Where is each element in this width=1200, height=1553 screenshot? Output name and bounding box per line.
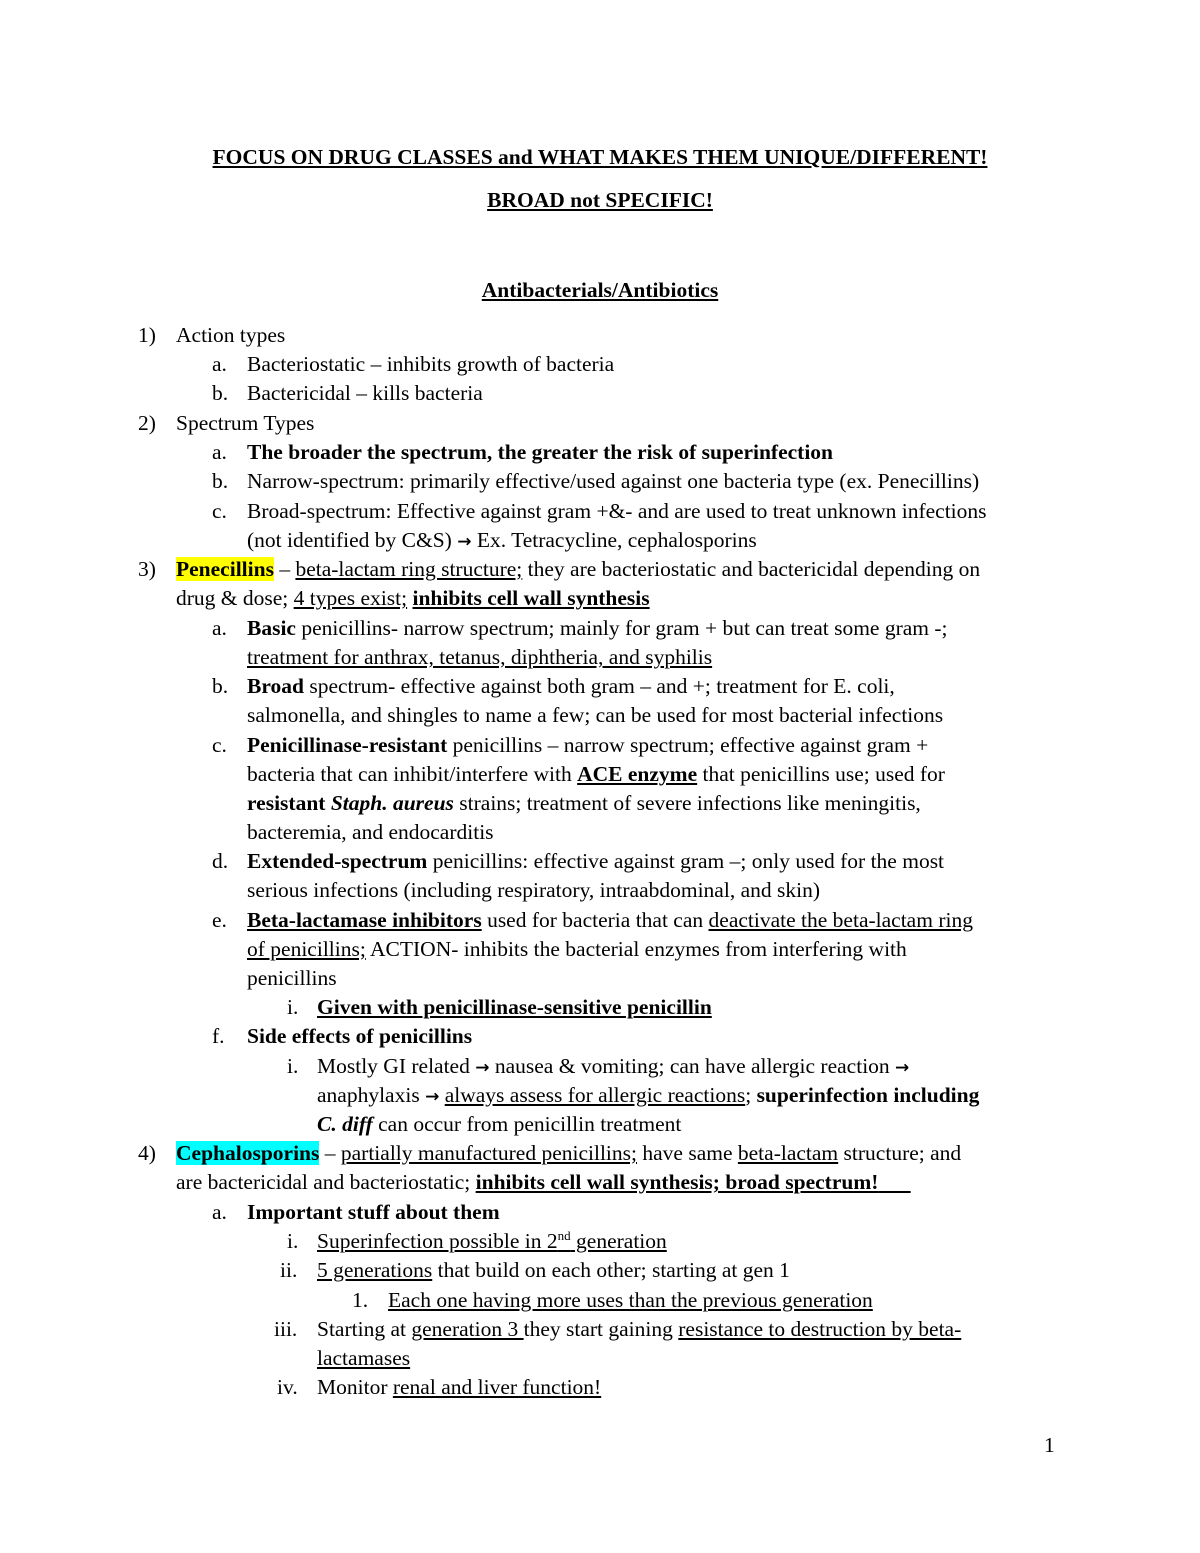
s3-b-line1: Broad spectrum- effective against both gram – and +; treatment for E. coli,: [247, 674, 895, 698]
list-marker: ii.: [280, 1258, 298, 1282]
s4-line2: are bactericidal and bacteriostatic; inhibits cell wall synthesis; broad spectrum!: [176, 1170, 879, 1194]
s3-c-line2: bacteria that can inhibit/interfere with ACE enzyme that penicillins use; used for: [247, 762, 945, 786]
arrow-right-icon: →: [895, 1058, 910, 1078]
s1-a: Bacteriostatic – inhibits growth of bacteria: [247, 352, 615, 376]
s3-c-line4: bacteremia, and endocarditis: [247, 820, 494, 844]
s3-e-line2: of penicillins; ACTION- inhibits the bacterial enzymes from interfering with: [247, 937, 907, 961]
s3-a-line1: Basic penicillins- narrow spectrum; mainly for gram + but can treat some gram -;: [247, 616, 948, 640]
s2-b: Narrow-spectrum: primarily effective/used against one bacteria type (ex. Penecillins): [247, 469, 980, 493]
s4-line1: Cephalosporins – partially manufactured penicillins; have same beta-lactam structure; and: [176, 1141, 962, 1165]
arrow-right-icon: →: [475, 1058, 490, 1078]
s3-f-i-line1: Mostly GI related → nausea & vomiting; can have allergic reaction →: [317, 1054, 910, 1078]
list-marker: iv.: [277, 1375, 298, 1399]
s3-d-line1: Extended-spectrum penicillins: effective against gram –; only used for the most: [247, 849, 945, 873]
s4-a-i: Superinfection possible in 2nd generation: [317, 1227, 667, 1253]
s2-c-line1: Broad-spectrum: Effective against gram +&- and are used to treat unknown infections: [247, 499, 987, 523]
s3-f-title: Side effects of penicillins: [247, 1024, 473, 1048]
list-marker: iii.: [274, 1317, 298, 1341]
s2-a: The broader the spectrum, the greater the risk of superinfection: [247, 440, 834, 464]
s4-a-iii-line1: Starting at generation 3 they start gaining resistance to destruction by beta-: [317, 1317, 962, 1341]
list-marker: a.: [212, 352, 227, 376]
list-marker: c.: [212, 733, 227, 757]
s2-c-line2: (not identified by C&S) → Ex. Tetracycline, cephalosporins: [247, 528, 757, 552]
s4-a-iv: Monitor renal and liver function!: [317, 1375, 602, 1399]
s3-d-line2: serious infections (including respiratory, intraabdominal, and skin): [247, 878, 820, 902]
header-line-2: BROAD not SPECIFIC!: [487, 188, 713, 212]
list-marker: 1.: [352, 1288, 369, 1312]
s2-title: Spectrum Types: [176, 411, 315, 435]
s1-b: Bactericidal – kills bacteria: [247, 381, 483, 405]
list-marker: i.: [287, 995, 299, 1019]
s3-f-i-line2: anaphylaxis → always assess for allergic reactions; superinfection including: [317, 1083, 980, 1107]
list-marker: b.: [212, 469, 229, 493]
s1-title: Action types: [176, 323, 286, 347]
s4-a-ii-1: Each one having more uses than the previous generation: [388, 1288, 873, 1312]
s3-line1: Penecillins – beta-lactam ring structure; they are bacteriostatic and bactericidal depending on: [176, 557, 981, 581]
s3-c-line1: Penicillinase-resistant penicillins – narrow spectrum; effective against gram +: [247, 733, 929, 757]
arrow-right-icon: →: [457, 532, 472, 552]
list-marker: 1): [138, 323, 156, 347]
list-marker: e.: [212, 908, 227, 932]
list-marker: 2): [138, 411, 156, 435]
list-marker: a.: [212, 616, 227, 640]
s3-e-line3: penicillins: [247, 966, 337, 990]
s3-b-line2: salmonella, and shingles to name a few; can be used for most bacterial infections: [247, 703, 944, 727]
list-marker: 3): [138, 557, 156, 581]
list-marker: a.: [212, 440, 227, 464]
list-marker: i.: [287, 1054, 299, 1078]
s3-line2: drug & dose; 4 types exist; inhibits cell wall synthesis: [176, 586, 650, 610]
s4-a-title: Important stuff about them: [247, 1200, 500, 1224]
list-marker: f.: [212, 1024, 225, 1048]
s3-f-i-line3: C. diff can occur from penicillin treatment: [317, 1112, 682, 1136]
list-marker: i.: [287, 1229, 299, 1253]
cephalosporins-highlight: Cephalosporins: [176, 1141, 320, 1165]
s3-e-line1: Beta-lactamase inhibitors used for bacteria that can deactivate the beta-lactam ring: [247, 908, 973, 932]
s3-c-line3: resistant Staph. aureus strains; treatment of severe infections like meningitis,: [247, 791, 921, 815]
header-line-1: FOCUS ON DRUG CLASSES and WHAT MAKES THEM UNIQUE/DIFFERENT!: [212, 145, 988, 169]
list-marker: d.: [212, 849, 229, 873]
page-number: 1: [1044, 1433, 1055, 1457]
arrow-right-icon: →: [425, 1087, 440, 1107]
list-marker: b.: [212, 381, 229, 405]
s4-a-ii: 5 generations that build on each other; starting at gen 1: [317, 1258, 790, 1282]
s3-a-line2: treatment for anthrax, tetanus, diphtheria, and syphilis: [247, 645, 713, 669]
list-marker: b.: [212, 674, 229, 698]
s3-e-i: Given with penicillinase-sensitive penicillin: [317, 995, 712, 1019]
s4-a-iii-line2: lactamases: [317, 1346, 411, 1370]
section-title: Antibacterials/Antibiotics: [481, 278, 719, 302]
list-marker: c.: [212, 499, 227, 523]
penecillins-highlight: Penecillins: [176, 557, 274, 581]
list-marker: a.: [212, 1200, 227, 1224]
list-marker: 4): [138, 1141, 156, 1165]
